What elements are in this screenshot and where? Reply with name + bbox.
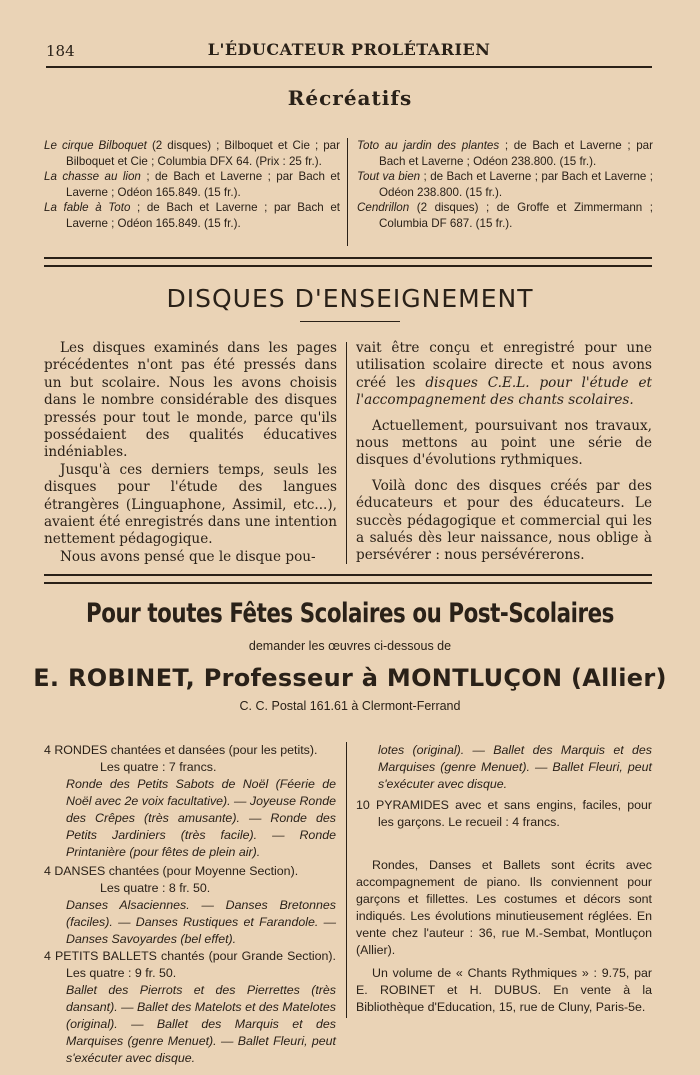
ad-subline: demander les œuvres ci-dessous de — [248, 639, 452, 653]
ballets-continued: lotes (original). — Ballet des Marquis et des Marquises (genre Menuet). — Ballet Fleuri, peut s'exécuter avec disque. — [378, 743, 652, 791]
enseignement-columns — [44, 340, 652, 565]
column-divider — [347, 138, 348, 246]
ad-columns — [44, 742, 652, 1065]
section-title-enseignement: DISQUES D'ENSEIGNEMENT — [166, 284, 534, 313]
danses-list: Danses Alsaciennes. — Danses Bretonnes (faciles). — Danses Rustiques et Farandole. — Danses Savoyardes (bel effet). — [66, 898, 336, 946]
ad-postal: C. C. Postal 161.61 à Clermont-Ferrand — [239, 699, 461, 713]
paragraph: Les disques examinés dans les pages précédentes n'ont pas été pressés dans un but scolaire. Nous les avons choisis dans le nombre considérable des disques pressés pour tout le monde, parce qu'ils possédaient des qualités éducatives indéniables. — [44, 340, 337, 461]
paragraph: Nous avons pensé que le disque pou- — [60, 548, 316, 565]
running-header — [46, 36, 652, 66]
rondes-price: Les quatre : 7 francs. — [100, 760, 217, 774]
ballets-list: Ballet des Pierrots et des Pierrettes (très dansant). — Ballet des Matelots et des Matelotes (original). — Ballet des Marquis et des Marquises (genre Menuet). — Ballet Fleuri, peut s'exécuter avec disque. — [66, 983, 336, 1065]
rondes-heading: 4 RONDES chantées et dansées (pour les petits). — [44, 743, 318, 757]
record-entry: Tout va bien ; de Bach et Laverne ; par Bach et Laverne ; Odéon 238.800. (15 fr.). — [357, 170, 654, 199]
paragraph: Actuellement, poursuivant nos travaux, nous mettons au point une série de disques d'évolutions rythmiques. — [356, 417, 652, 469]
double-rule — [44, 574, 652, 584]
ad-headline: Pour toutes Fêtes Scolaires ou Post-Scolaires — [86, 598, 614, 629]
ad-right-column — [356, 742, 652, 1016]
pyramides-entry: 10 PYRAMIDES avec et sans engins, faciles, pour les garçons. Le recueil : 4 francs. — [356, 798, 652, 829]
ad-volume: Un volume de « Chants Rythmiques » : 9.75, par E. ROBINET et H. DUBUS. En vente à la Bibliothèque d'Education, 15, rue de Cluny, Paris-5e. — [356, 966, 652, 1014]
ad-left-column — [44, 742, 336, 1065]
column-divider — [346, 742, 347, 1018]
recreatifs-columns — [44, 138, 652, 248]
paragraph: Jusqu'à ces derniers temps, seuls les disques pour l'étude des langues étrangères (Linguaphone, Assimil, etc...), avaient été enregistrés dans une intention nettement pédagogique. — [44, 461, 337, 548]
recreatifs-left-column — [44, 138, 340, 231]
enseignement-right-column — [356, 340, 652, 565]
rondes-list: Ronde des Petits Sabots de Noël (Féerie de Noël avec 2e voix facultative). — Joyeuse Ronde des Crêpes (très amusante). — Ronde des Petits Jardiniers (très facile). — Ronde Printanière (pour fêtes de plein air). — [66, 777, 336, 859]
recreatifs-right-column — [357, 138, 653, 231]
double-rule — [44, 257, 652, 267]
record-entry: Toto au jardin des plantes ; de Bach et Laverne ; par Bach et Laverne ; Odéon 238.800. (15 fr.). — [357, 139, 653, 168]
ballets-heading: 4 PETITS BALLETS chantés (pour Grande Section). Les quatre : 9 fr. 50. — [44, 949, 336, 980]
ad-author: E. ROBINET, Professeur à MONTLUÇON (Allier) — [33, 664, 667, 692]
danses-heading: 4 DANSES chantées (pour Moyenne Section). — [44, 864, 299, 878]
record-entry: La chasse au lion ; de Bach et Laverne ; par Bach et Laverne ; Odéon 165.849. (15 fr.). — [44, 170, 340, 199]
record-entry: Cendrillon (2 disques) ; de Groffe et Zimmermann ; Columbia DF 687. (15 fr.). — [357, 201, 653, 230]
enseignement-left-column — [44, 340, 337, 566]
title-underline — [300, 321, 400, 322]
column-divider — [346, 342, 347, 564]
page-number: 184 — [46, 42, 75, 60]
record-entry: Le cirque Bilboquet (2 disques) ; Bilboquet et Cie ; par Bilboquet et Cie ; Columbia DFX 64. (Prix : 25 fr.). — [44, 139, 340, 168]
paragraph: Voilà donc des disques créés par des éducateurs et pour des éducateurs. Le succès pédagogique et commercial qui les a salués dès leur naissance, nous oblige à persévérer : nous persévérerons. — [356, 477, 652, 564]
ad-info: Rondes, Danses et Ballets sont écrits avec accompagnement de piano. Ils conviennent pour garçons et fillettes. Les costumes et décors sont indiqués. Les évolutions minutieusement réglées. En vente chez l'auteur : 36, rue M.-Sembat, Montluçon (Allier). — [356, 858, 652, 957]
journal-title: L'ÉDUCATEUR PROLÉTARIEN — [207, 40, 491, 59]
header-rule — [46, 66, 652, 68]
record-entry: La fable à Toto ; de Bach et Laverne ; par Bach et Laverne ; Odéon 165.849. (15 fr.). — [44, 201, 340, 230]
section-title-recreatifs: Récréatifs — [287, 86, 413, 110]
paragraph: vait être conçu et enregistré pour une utilisation scolaire directe et nous avons créé les disques C.E.L. pour l'étude et l'accompagnement des chants scolaires. — [356, 340, 652, 409]
danses-price: Les quatre : 8 fr. 50. — [100, 881, 211, 895]
